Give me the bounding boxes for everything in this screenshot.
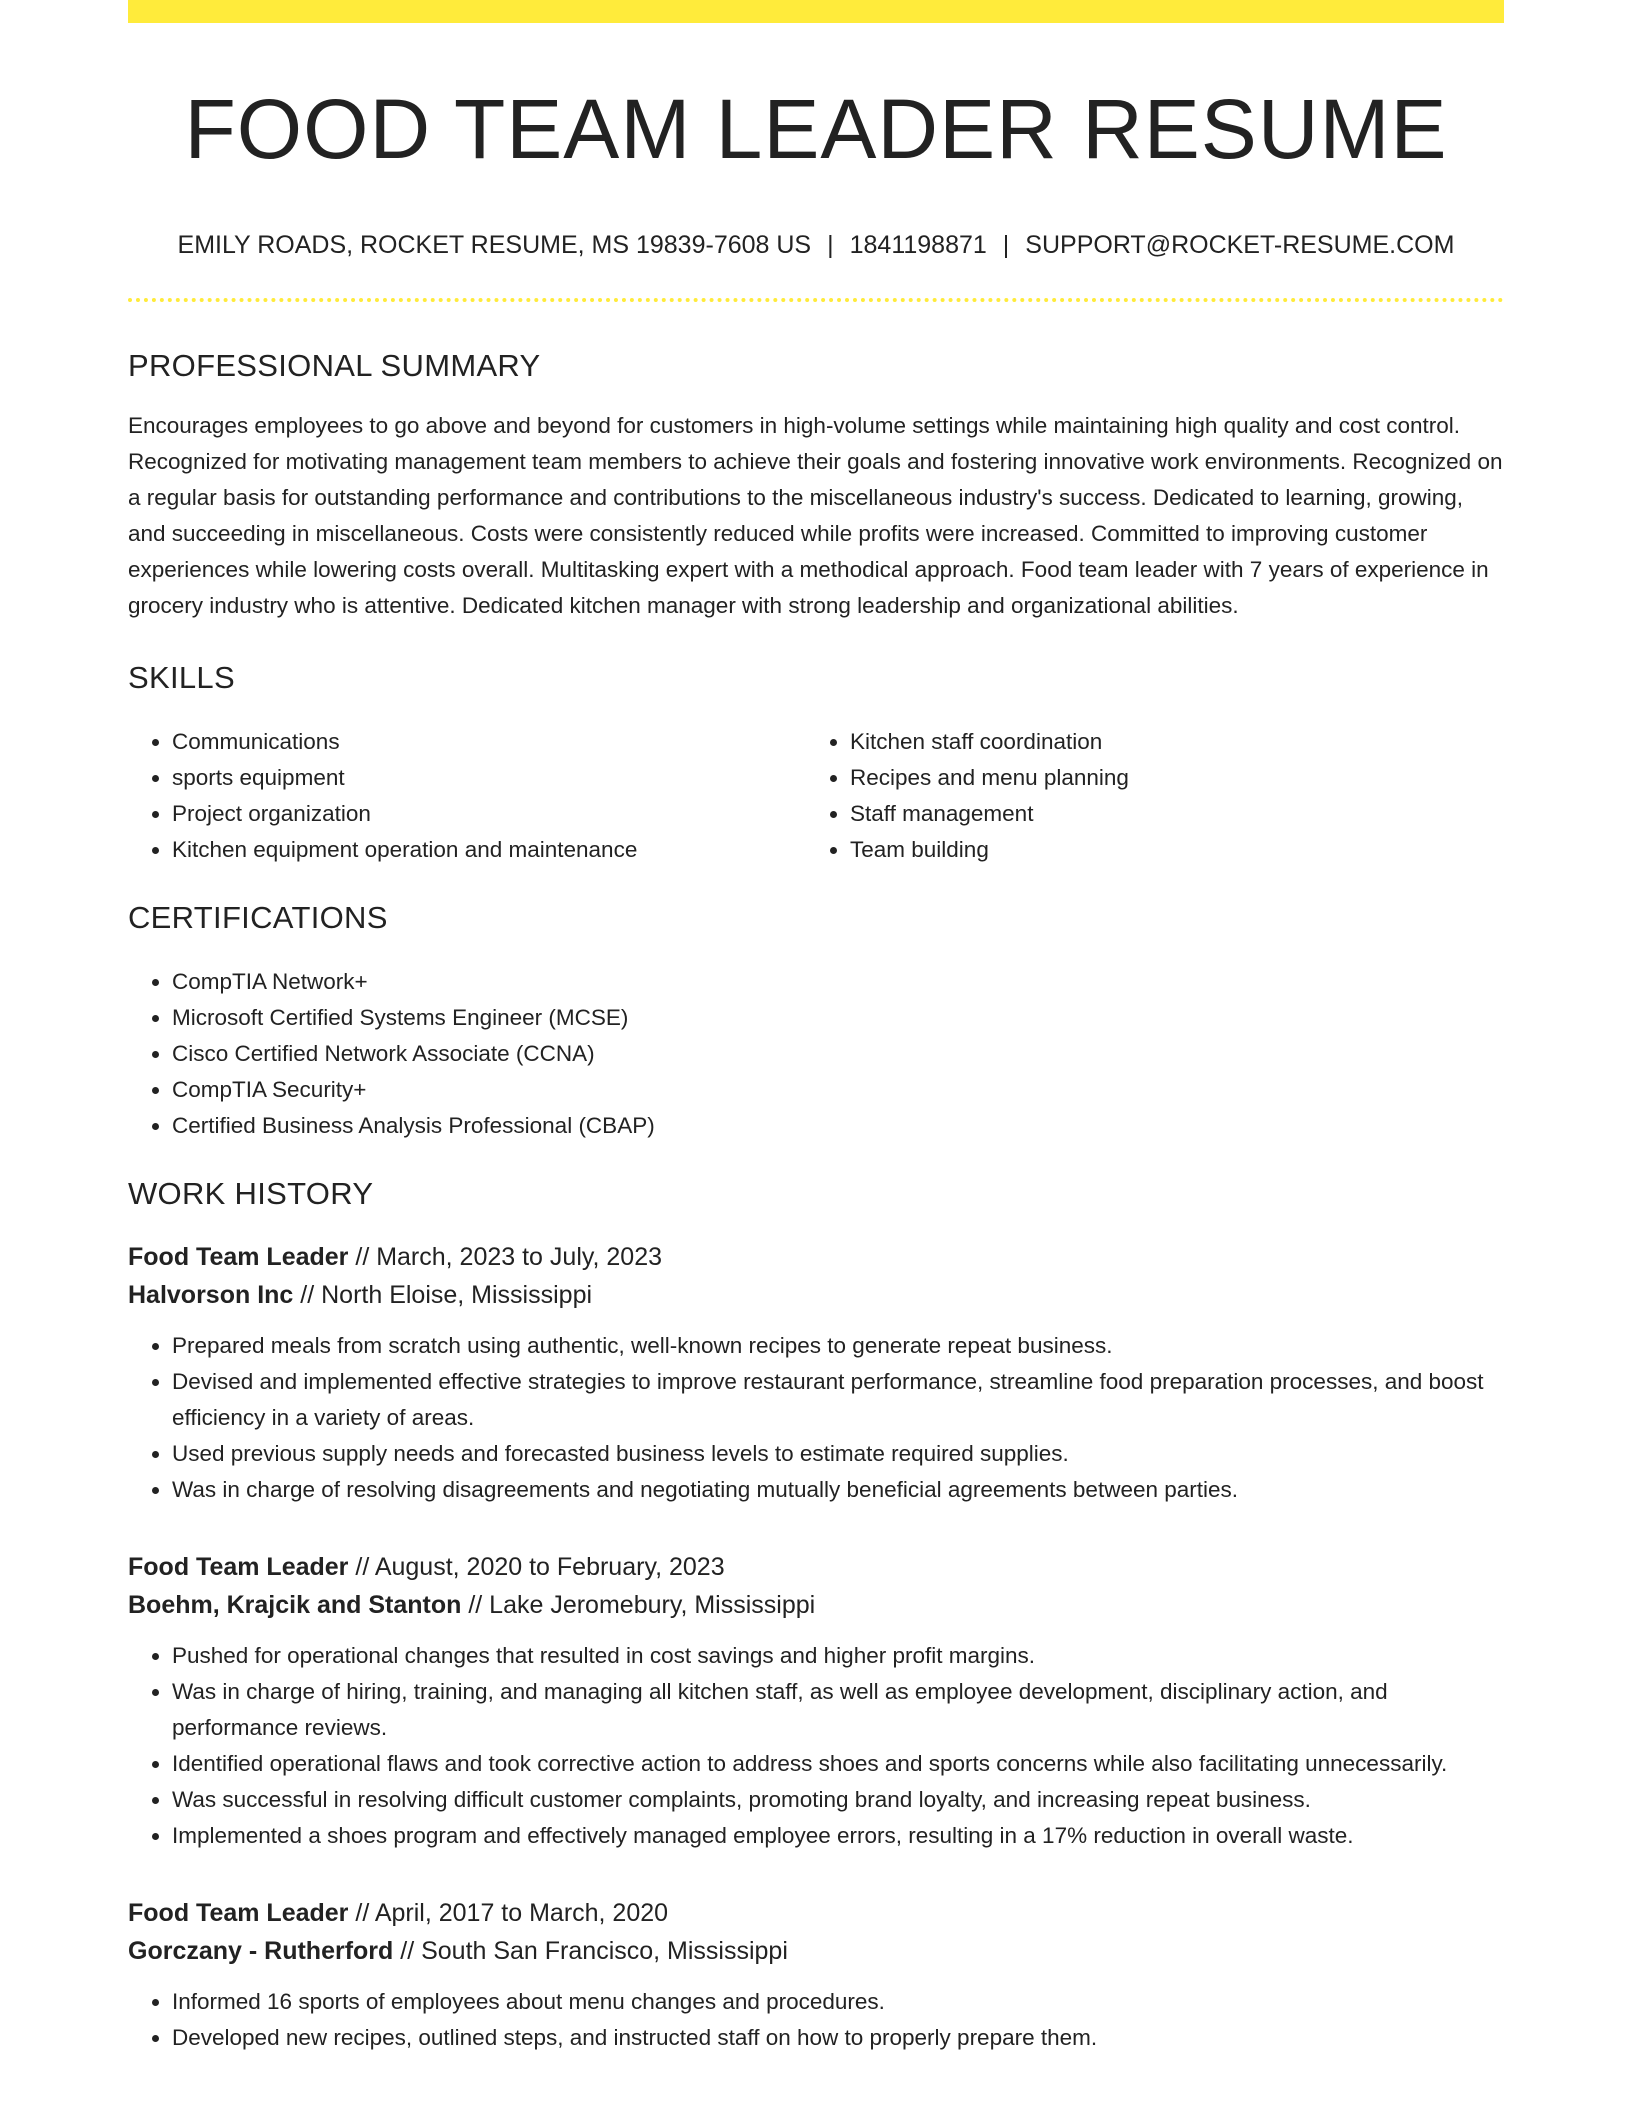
job-title-line	[128, 1548, 1504, 1586]
job-dates: // April, 2017 to March, 2020	[348, 1899, 669, 1928]
work-history-section	[128, 1176, 1504, 2056]
job-location: // South San Francisco, Mississippi	[393, 1937, 788, 1966]
certification-item: • Cisco Certified Network Associate (CCNA)	[172, 1036, 1504, 1072]
job-bullet: • Was successful in resolving difficult customer complaints, promoting brand loyalty, and increasing repeat business.	[172, 1782, 1504, 1818]
job-location: // Lake Jeromebury, Mississippi	[461, 1591, 816, 1620]
skill-item: • Recipes and menu planning	[850, 760, 1484, 796]
contact-email: SUPPORT@ROCKET-RESUME.COM	[1025, 231, 1455, 260]
skills-grid	[128, 724, 1504, 868]
job-bullet: • Informed 16 sports of employees about menu changes and procedures.	[172, 1984, 1504, 2020]
section-heading-work-history: WORK HISTORY	[128, 1176, 374, 1212]
job-bullet: • Devised and implemented effective strategies to improve restaurant performance, streamline food preparation processes, and boost efficiency in a variety of areas.	[172, 1364, 1504, 1436]
job-entry	[128, 1548, 1504, 1854]
section-heading-skills: SKILLS	[128, 660, 235, 696]
job-company: Gorczany - Rutherford	[128, 1937, 394, 1966]
job-title-line	[128, 1894, 1504, 1932]
job-title: Food Team Leader	[128, 1243, 349, 1272]
skill-item: • Team building	[850, 832, 1484, 868]
skill-item: • Communications	[172, 724, 806, 760]
job-bullet: • Pushed for operational changes that resulted in cost savings and higher profit margins.	[172, 1638, 1504, 1674]
top-accent-bar	[128, 0, 1504, 23]
resume-title: FOOD TEAM LEADER RESUME	[184, 82, 1448, 176]
job-bullets	[128, 1984, 1504, 2056]
section-heading-certifications: CERTIFICATIONS	[128, 900, 388, 936]
job-title: Food Team Leader	[128, 1899, 349, 1928]
certification-item: • CompTIA Network+	[172, 964, 1504, 1000]
contact-info	[128, 231, 1504, 260]
job-bullet: • Prepared meals from scratch using authentic, well-known recipes to generate repeat business.	[172, 1328, 1504, 1364]
professional-summary-section	[128, 348, 1504, 624]
skills-column-left	[128, 724, 806, 868]
job-company-line	[128, 1276, 1504, 1314]
skill-item: • Project organization	[172, 796, 806, 832]
skills-column-right	[806, 724, 1484, 868]
resume-page	[128, 0, 1504, 2056]
header-divider	[128, 298, 1504, 302]
job-bullets	[128, 1638, 1504, 1854]
job-company: Halvorson Inc	[128, 1281, 294, 1310]
job-company-line	[128, 1586, 1504, 1624]
certification-item: • Certified Business Analysis Professional (CBAP)	[172, 1108, 1504, 1144]
skill-item: • Kitchen staff coordination	[850, 724, 1484, 760]
contact-separator: |	[827, 231, 834, 260]
skills-section	[128, 660, 1504, 868]
summary-text: Encourages employees to go above and beyond for customers in high-volume settings while maintaining high quality and cost control. Recognized for motivating management team members to achieve their goals and fostering innovative work environments. Recognized on a regular basis for outstanding performance and contributions to the miscellaneous industry's success. Dedicated to learning, growing, and succeeding in miscellaneous. Costs were consistently reduced while profits were increased. Committed to improving customer experiences while lowering costs overall. Multitasking expert with a methodical approach. Food team leader with 7 years of experience in grocery industry who is attentive. Dedicated kitchen manager with strong leadership and organizational abilities.	[128, 413, 1503, 619]
job-company-line	[128, 1932, 1504, 1970]
job-company: Boehm, Krajcik and Stanton	[128, 1591, 462, 1620]
skill-item: • sports equipment	[172, 760, 806, 796]
skill-item: • Staff management	[850, 796, 1484, 832]
contact-separator: |	[1002, 231, 1010, 260]
job-dates: // August, 2020 to February, 2023	[348, 1553, 725, 1582]
job-dates: // March, 2023 to July, 2023	[348, 1243, 663, 1272]
job-title: Food Team Leader	[128, 1553, 349, 1582]
skill-item: • Kitchen equipment operation and maintenance	[172, 832, 806, 868]
job-bullet: • Was in charge of resolving disagreements and negotiating mutually beneficial agreements between parties.	[172, 1472, 1504, 1508]
certifications-section	[128, 900, 1504, 1144]
job-bullet: • Implemented a shoes program and effectively managed employee errors, resulting in a 17% reduction in overall waste.	[172, 1818, 1504, 1854]
job-entry	[128, 1894, 1504, 2056]
certification-item: • Microsoft Certified Systems Engineer (MCSE)	[172, 1000, 1504, 1036]
job-bullet: • Developed new recipes, outlined steps, and instructed staff on how to properly prepare them.	[172, 2020, 1504, 2056]
section-heading-summary: PROFESSIONAL SUMMARY	[128, 348, 541, 384]
job-bullets	[128, 1328, 1504, 1508]
job-entry	[128, 1238, 1504, 1508]
job-location: // North Eloise, Mississippi	[293, 1281, 593, 1310]
job-bullet: • Was in charge of hiring, training, and managing all kitchen staff, as well as employee development, disciplinary action, and performance reviews.	[172, 1674, 1504, 1746]
job-bullet: • Identified operational flaws and took corrective action to address shoes and sports concerns while also facilitating unnecessarily.	[172, 1746, 1504, 1782]
contact-phone: 1841198871	[849, 231, 987, 260]
job-title-line	[128, 1238, 1504, 1276]
contact-address: EMILY ROADS, ROCKET RESUME, MS 19839-7608 US	[177, 231, 812, 260]
job-bullet: • Used previous supply needs and forecasted business levels to estimate required supplies.	[172, 1436, 1504, 1472]
certifications-list	[128, 964, 1504, 1144]
certification-item: • CompTIA Security+	[172, 1072, 1504, 1108]
